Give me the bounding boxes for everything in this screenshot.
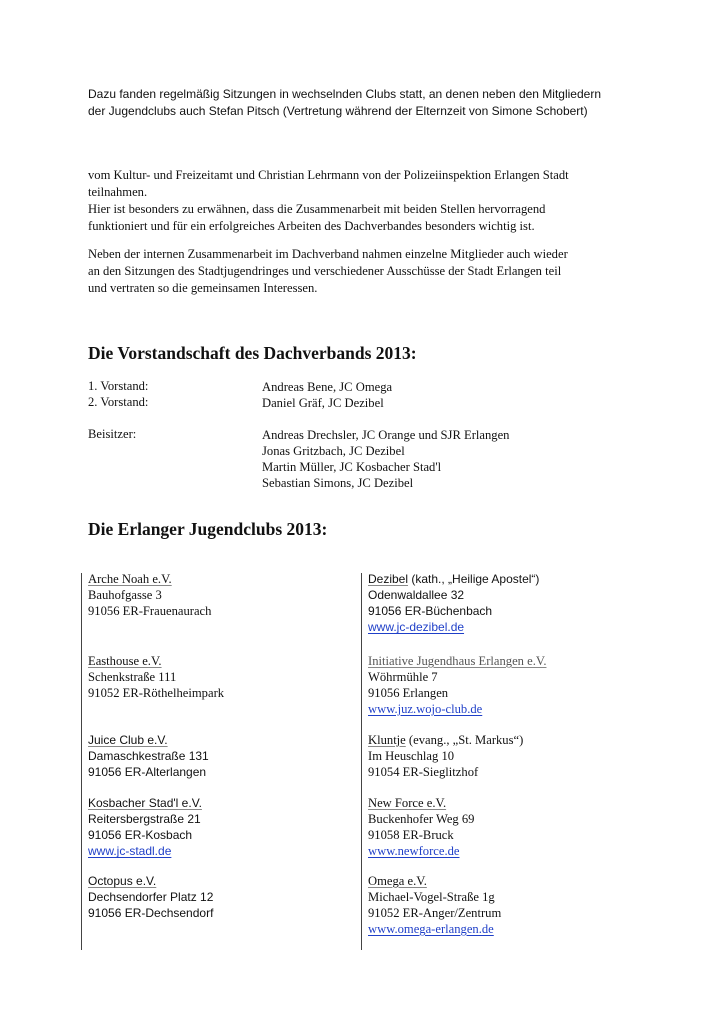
club-website-link[interactable]: www.newforce.de — [368, 844, 460, 858]
club-city: 91052 ER-Röthelheimpark — [88, 686, 225, 700]
board-heading: Die Vorstandschaft des Dachverbands 2013: — [88, 343, 417, 363]
club-name: New Force e.V. — [368, 796, 447, 810]
text-line: der Jugendclubs auch Stefan Pitsch (Vertretung während der Elternzeit von Simone Schobert) — [88, 104, 588, 118]
club-street: Wöhrmühle 7 — [368, 670, 438, 684]
club-entry-easthouse — [88, 653, 224, 701]
club-entry-jugendhaus-erlangen — [368, 653, 546, 717]
club-city: 91056 ER-Alterlangen — [88, 765, 207, 779]
board-member: Martin Müller, JC Kosbacher Stad'l — [262, 460, 442, 474]
club-city: 91054 ER-Sieglitzhof — [368, 765, 479, 779]
club-name-line — [368, 732, 523, 748]
club-name: Dezibel — [368, 572, 409, 586]
text-line: Hier ist besonders zu erwähnen, dass die Zusammenarbeit mit beiden Stellen hervorragend — [88, 202, 546, 216]
club-entry-omega — [368, 873, 501, 937]
club-street: Schenkstraße 111 — [88, 670, 177, 684]
club-entry-kosbacher-stadl — [88, 795, 202, 859]
club-city: 91052 ER-Anger/Zentrum — [368, 906, 502, 920]
club-entry-arche-noah — [88, 571, 211, 619]
club-entry-juice-club — [88, 732, 209, 780]
intro-paragraph-3 — [88, 246, 648, 297]
club-name: Octopus e.V. — [88, 874, 157, 888]
club-street: Michael-Vogel-Straße 1g — [368, 890, 495, 904]
text-line: und vertraten so die gemeinsamen Interessen. — [88, 281, 318, 295]
club-city: 91056 ER-Frauenaurach — [88, 604, 212, 618]
club-street: Dechsendorfer Platz 12 — [88, 890, 214, 904]
club-name: Arche Noah e.V. — [88, 572, 172, 586]
board-member: Sebastian Simons, JC Dezibel — [262, 476, 414, 490]
club-street: Buckenhofer Weg 69 — [368, 812, 475, 826]
club-street: Reitersbergstraße 21 — [88, 812, 201, 826]
board-value-2 — [262, 395, 384, 411]
club-affiliation: (kath., „Heilige Apostel“) — [408, 572, 540, 586]
club-city: 91056 Erlangen — [368, 686, 449, 700]
club-city: 91056 ER-Dechsendorf — [88, 906, 214, 920]
club-name: Initiative Jugendhaus Erlangen e.V. — [368, 654, 547, 668]
board-member: Andreas Bene, JC Omega — [262, 380, 393, 394]
club-affiliation: (evang., „St. Markus“) — [405, 733, 524, 747]
club-website-link[interactable]: www.juz.wojo-club.de — [368, 702, 483, 716]
club-name: Juice Club e.V. — [88, 733, 168, 747]
board-label-2: 2. Vorstand: — [88, 395, 149, 409]
club-entry-kluntje — [368, 732, 523, 780]
text-line: an den Sitzungen des Stadtjugendringes und verschiedener Ausschüsse der Stadt Erlangen teil — [88, 264, 562, 278]
board-member: Daniel Gräf, JC Dezibel — [262, 396, 384, 410]
club-street: Odenwaldallee 32 — [368, 588, 465, 602]
club-name: Easthouse e.V. — [88, 654, 162, 668]
right-column-divider — [361, 573, 362, 950]
club-website-link[interactable]: www.jc-stadl.de — [88, 844, 172, 858]
board-member: Andreas Drechsler, JC Orange und SJR Erlangen — [262, 428, 510, 442]
club-name: Kluntje — [368, 733, 406, 747]
text-line: teilnahmen. — [88, 185, 148, 199]
club-name: Omega e.V. — [368, 874, 427, 888]
left-column-divider — [81, 573, 82, 950]
club-city: 91056 ER-Büchenbach — [368, 604, 493, 618]
club-name: Kosbacher Stad'l e.V. — [88, 796, 202, 810]
club-name-line — [368, 571, 539, 587]
text-line: Dazu fanden regelmäßig Sitzungen in wechselnden Clubs statt, an denen neben den Mitgliedern — [88, 87, 601, 101]
intro-paragraph-2 — [88, 167, 648, 235]
intro-paragraph-1 — [88, 86, 648, 120]
board-label-3: Beisitzer: — [88, 427, 137, 441]
board-value-1 — [262, 379, 392, 395]
club-entry-octopus — [88, 873, 213, 921]
club-city: 91056 ER-Kosbach — [88, 828, 193, 842]
club-street: Im Heuschlag 10 — [368, 749, 455, 763]
club-website-link[interactable]: www.omega-erlangen.de — [368, 922, 494, 936]
club-entry-dezibel — [368, 571, 539, 635]
text-line: vom Kultur- und Freizeitamt und Christian Lehrmann von der Polizeiinspektion Erlangen Stadt — [88, 168, 569, 182]
board-member: Jonas Gritzbach, JC Dezibel — [262, 444, 405, 458]
club-street: Bauhofgasse 3 — [88, 588, 162, 602]
board-label-1: 1. Vorstand: — [88, 379, 149, 393]
text-line: funktioniert und für ein erfolgreiches Arbeiten des Dachverbandes besonders wichtig ist. — [88, 219, 535, 233]
club-entry-new-force — [368, 795, 474, 859]
club-street: Damaschkestraße 131 — [88, 749, 209, 763]
club-city: 91058 ER-Bruck — [368, 828, 454, 842]
board-value-3 — [262, 427, 509, 491]
club-website-link[interactable]: www.jc-dezibel.de — [368, 620, 465, 634]
text-line: Neben der internen Zusammenarbeit im Dachverband nahmen einzelne Mitglieder auch wieder — [88, 247, 568, 261]
clubs-heading: Die Erlanger Jugendclubs 2013: — [88, 519, 328, 539]
